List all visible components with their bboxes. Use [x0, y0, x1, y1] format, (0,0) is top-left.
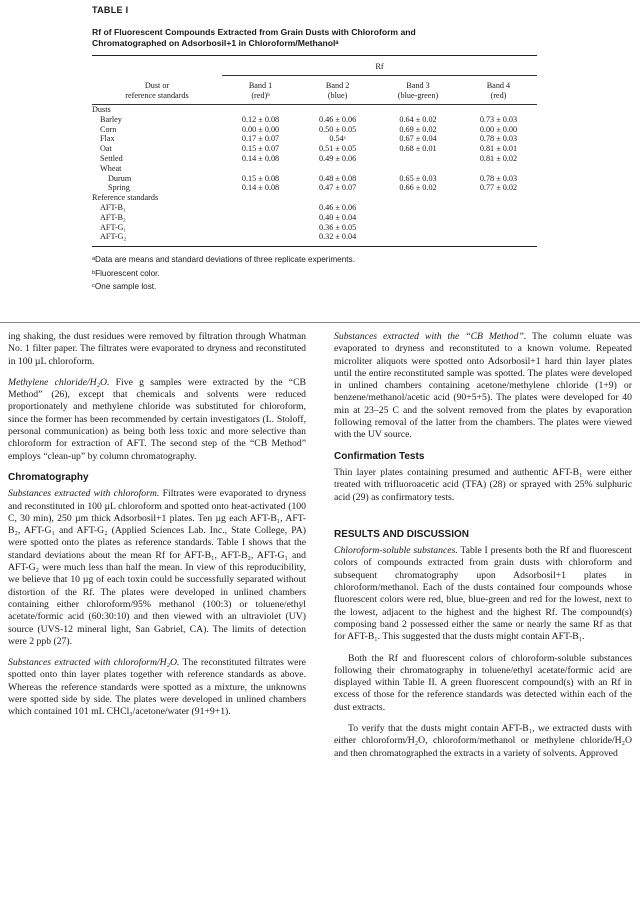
table-cell: [460, 105, 537, 115]
table-cell: 0.40 ± 0.04: [318, 212, 357, 222]
run-in-heading: Substances extracted with chloroform.: [8, 488, 160, 500]
table-cell: 0.81 ± 0.02: [479, 153, 518, 163]
row-label: AFT-B₁: [100, 202, 126, 212]
table-cell: 0.15 ± 0.08: [241, 173, 280, 183]
table-cell: [222, 203, 299, 213]
row-label: Settled: [100, 153, 123, 163]
table-label: TABLE I: [92, 5, 129, 15]
column-header-dust-line1: Dust or: [144, 81, 170, 90]
table-cell: 0.68 ± 0.01: [399, 144, 437, 154]
table-row: [92, 125, 537, 135]
section-divider: [0, 322, 640, 323]
table-cell: 0.14 ± 0.08: [241, 183, 280, 193]
table-cell: 0.54ᶜ: [329, 134, 346, 144]
table-cell: 0.77 ± 0.02: [479, 183, 518, 193]
table-cell: 0.64 ± 0.02: [399, 114, 437, 124]
column-header-band-4: Band 4 (red): [486, 81, 511, 100]
table-top-rule: [92, 55, 537, 56]
table-row: [92, 134, 537, 144]
table-cell: 0.17 ± 0.07: [241, 134, 280, 144]
table-cell: 0.48 ± 0.08: [318, 173, 357, 183]
table-cell: [222, 164, 299, 174]
table-cell: 0.78 ± 0.03: [479, 173, 518, 183]
table-cell: [460, 193, 537, 203]
run-in-heading: Methylene chloride/H₂O.: [8, 376, 110, 388]
table-cell: 0.46 ± 0.06: [318, 202, 357, 212]
table-row: [92, 232, 537, 242]
row-label: Corn: [100, 124, 117, 134]
table-cell: [222, 213, 299, 223]
row-label: Durum: [108, 173, 132, 183]
table-cell: 0.66 ± 0.02: [399, 183, 437, 193]
table-cell: [299, 193, 376, 203]
section-heading-chromatography: Chromatography: [8, 471, 89, 483]
table-block: [92, 5, 537, 294]
table-cell: [222, 193, 299, 203]
row-label: Spring: [108, 183, 130, 193]
table-row: [92, 223, 537, 233]
table-cell: 0.73 ± 0.03: [479, 114, 518, 124]
run-in-heading: Substances extracted with chloroform/H₂O.: [8, 657, 180, 669]
table-cell: [222, 232, 299, 242]
table-cell: [376, 164, 460, 174]
section-heading-results-discussion: RESULTS AND DISCUSSION: [334, 528, 470, 540]
paragraph: Methylene chloride/H₂O. Five g samples were extracted by the “CB Method” (26), except that chemicals and solvents were reduced proportionately and methylene chloride was substituted for chloroform, since the former has been recommended by certain investigators (L. Stoloff, personal communication) as being both less toxic and more selective than chloroform for extraction of AFT. The second step of the “CB Method” employs “clean-up” by column chromatography.: [8, 376, 306, 462]
rf-header: Rf: [222, 62, 537, 76]
row-label: Dusts: [92, 105, 111, 114]
left-column: [8, 331, 306, 728]
table-caption-line1: Rf of Fluorescent Compounds Extracted from Grain Dusts with Chloroform and: [92, 27, 416, 37]
table-header-row: [92, 81, 537, 105]
paragraph: Chloroform-soluble substances. Table I presents both the Rf and fluorescent colors of compounds extracted from grain dusts with chloroform and subsequent chromatography upon Adsorbosil+1 plates in chloroform/methanol. Each of the dusts contained four compounds whose fluorescent colors were red, blue, blue-green and red for the lowest, next to the lowest, adjacent to the highest and the highest Rf. The compound(s) composing band 2 possessed either the same or nearly the same Rf as that for AFT-B₁. This suggested that the dusts might contain AFT-B₁.: [334, 545, 632, 643]
row-label: AFT-G₁: [100, 222, 127, 232]
table-cell: 0.50 ± 0.05: [318, 124, 357, 134]
run-in-heading: Chloroform-soluble substances.: [334, 545, 458, 557]
table-cell: [460, 213, 537, 223]
table-cell: [376, 193, 460, 203]
table-cell: 0.67 ± 0.04: [399, 134, 437, 144]
table-body: [92, 105, 537, 243]
paragraph: Substances extracted with chloroform/H₂O. The reconstituted filtrates were spotted onto thin layer plates together with reference standards as above. Whereas the reference standards were spotted as a mixture, the unknowns were spotted side by side. The plates were developed in unlined chambers which contained 101 mL CHCl₃/acetone/water (91+9+1).: [8, 657, 306, 718]
column-header-band-1: Band 1 (red)ᵇ: [248, 81, 273, 100]
table-cell: 0.32 ± 0.04: [318, 232, 357, 242]
table-cell: 0.12 ± 0.08: [241, 114, 280, 124]
table-cell: 0.00 ± 0.00: [479, 124, 518, 134]
table-cell: [376, 105, 460, 115]
footnote-a: ᵃData are means and standard deviations of three replicate experiments.: [92, 255, 355, 265]
table-cell: [376, 223, 460, 233]
run-in-heading: Substances extracted with the “CB Method”.: [334, 331, 527, 342]
table-row: [92, 174, 537, 184]
column-header-band-2: Band 2 (blue): [325, 81, 350, 100]
footnote-b: ᵇFluorescent color.: [92, 268, 160, 278]
table-row: [92, 183, 537, 193]
table-row: [92, 213, 537, 223]
table-row: [92, 164, 537, 174]
table-cell: 0.47 ± 0.07: [318, 183, 357, 193]
row-label: Wheat: [100, 163, 122, 173]
row-label: Barley: [100, 114, 122, 124]
paragraph: Thin layer plates containing presumed and authentic AFT-B₁ were either treated with trifluoroacetic acid (TFA) (28) or sprayed with 25% sulphuric acid (29) as confirmatory tests.: [334, 466, 632, 503]
right-column: [334, 331, 632, 769]
row-label: Oat: [100, 144, 112, 154]
column-header-dust: [92, 81, 222, 105]
table-cell: 0.51 ± 0.05: [318, 144, 357, 154]
table-row: [92, 115, 537, 125]
paragraph: Both the Rf and fluorescent colors of chloroform-soluble substances following their chromatography in toluene/ethyl acetate/formic acid are displayed within Table II. A green fluorescent compound(s) with an Rf in excess of those for the reference standards was detected within each of the dust extracts.: [334, 652, 632, 713]
table-cell: 0.81 ± 0.01: [479, 144, 518, 154]
paragraph: Substances extracted with chloroform. Filtrates were evaporated to dryness and reconstituted in 100 µL chloroform and spotted onto heat-activated (100 C, 30 min), 250 µm thick Adsorbosil+1 plates. Ten µg each AFT-B₁, AFT-B₂, AFT-G₁ and AFT-G₂ (Applied Sciences Lab. Inc., State College, PA) were spotted onto the plates as reference standards. Table I shows that the standard deviations about the mean Rf for AFT-B₁, AFT-B₂, AFT-G₁ and AFT-G₂ were much less than half the mean. In view of this reproducibility, we believe that 10 µg of each toxin could be successfully separated without distortion of the Rf. The plates were developed in unlined chambers containing either chloroform/95% methanol (100:3) or toluene/ethyl acetate/formic acid (60:30:10) and then viewed with an ultraviolet (UV) source (UVS-12 mineral light, San Gabriel, CA). The limits of detection were 2 ppb (27).: [8, 488, 306, 647]
table-row: [92, 105, 537, 115]
table-row: [92, 144, 537, 154]
table-row: [92, 193, 537, 203]
table-row: [92, 203, 537, 213]
table-row: [92, 154, 537, 164]
table-cell: 0.46 ± 0.06: [318, 114, 357, 124]
footnote-c: ᶜOne sample lost.: [92, 282, 157, 292]
paragraph: To verify that the dusts might contain AFT-B₁, we extracted dusts with either chloroform/H₂O, chloroform/methanol or methylene chloride/H₂O and then chromatographed the extracts in a variety of solvents. Approved: [334, 723, 632, 759]
table-cell: [460, 232, 537, 242]
column-header-band-3: Band 3 (blue-green): [397, 81, 439, 100]
table-cell: 0.15 ± 0.07: [241, 144, 280, 154]
table-cell: [376, 154, 460, 164]
table-cell: [376, 213, 460, 223]
column-header-dust-line2: reference standards: [125, 91, 189, 100]
row-label: AFT-G₂: [100, 232, 127, 242]
table-cell: [299, 105, 376, 115]
table-cell: 0.49 ± 0.06: [318, 153, 357, 163]
table-bottom-rule: [92, 246, 537, 247]
table-cell: 0.69 ± 0.02: [399, 124, 437, 134]
table-caption: [92, 27, 537, 49]
table-cell: [299, 164, 376, 174]
table-cell: [222, 105, 299, 115]
table-cell: 0.78 ± 0.03: [479, 134, 518, 144]
row-label: Reference standards: [92, 193, 159, 203]
paragraph: Substances extracted with the “CB Method”. The column eluate was evaporated to dryness and reconstituted to a known volume. Repeated microliter aliquots were spotted onto Adsorbosil+1 hard thin layer plates until the entire reconstituted sample was spotted. The plates were developed in unlined chambers containing acetone/methylene chloride (1+9) or benzene/methanol/acetic acid (90+5+5). The plates were developed for 40 min at 23–25 C and the solvent removed from the plates by evaporation following removal of the latter from the chambers. The plates were viewed with the UV source.: [334, 331, 633, 441]
rf-table: [92, 81, 537, 242]
table-cell: 0.00 ± 0.00: [241, 124, 280, 134]
table-cell: [376, 232, 460, 242]
table-cell: 0.14 ± 0.08: [241, 153, 280, 163]
table-caption-line2: Chromatographed on Adsorbosil+1 in Chloroform/Methanolᵃ: [92, 38, 339, 48]
table-cell: 0.36 ± 0.05: [318, 222, 357, 232]
row-label: Flax: [100, 134, 115, 144]
paragraph: ing shaking, the dust residues were removed by filtration through Whatman No. 1 filter paper. The filtrates were evaporated to dryness and reconstituted in 100 µL chloroform.: [8, 331, 306, 367]
table-cell: [376, 203, 460, 213]
table-cell: [460, 223, 537, 233]
table-cell: [460, 164, 537, 174]
table-cell: 0.65 ± 0.03: [399, 173, 437, 183]
table-cell: [222, 223, 299, 233]
table-footnotes: [92, 253, 537, 294]
section-heading-confirmation-tests: Confirmation Tests: [334, 450, 425, 462]
row-label: AFT-B₂: [100, 212, 126, 222]
table-cell: [460, 203, 537, 213]
